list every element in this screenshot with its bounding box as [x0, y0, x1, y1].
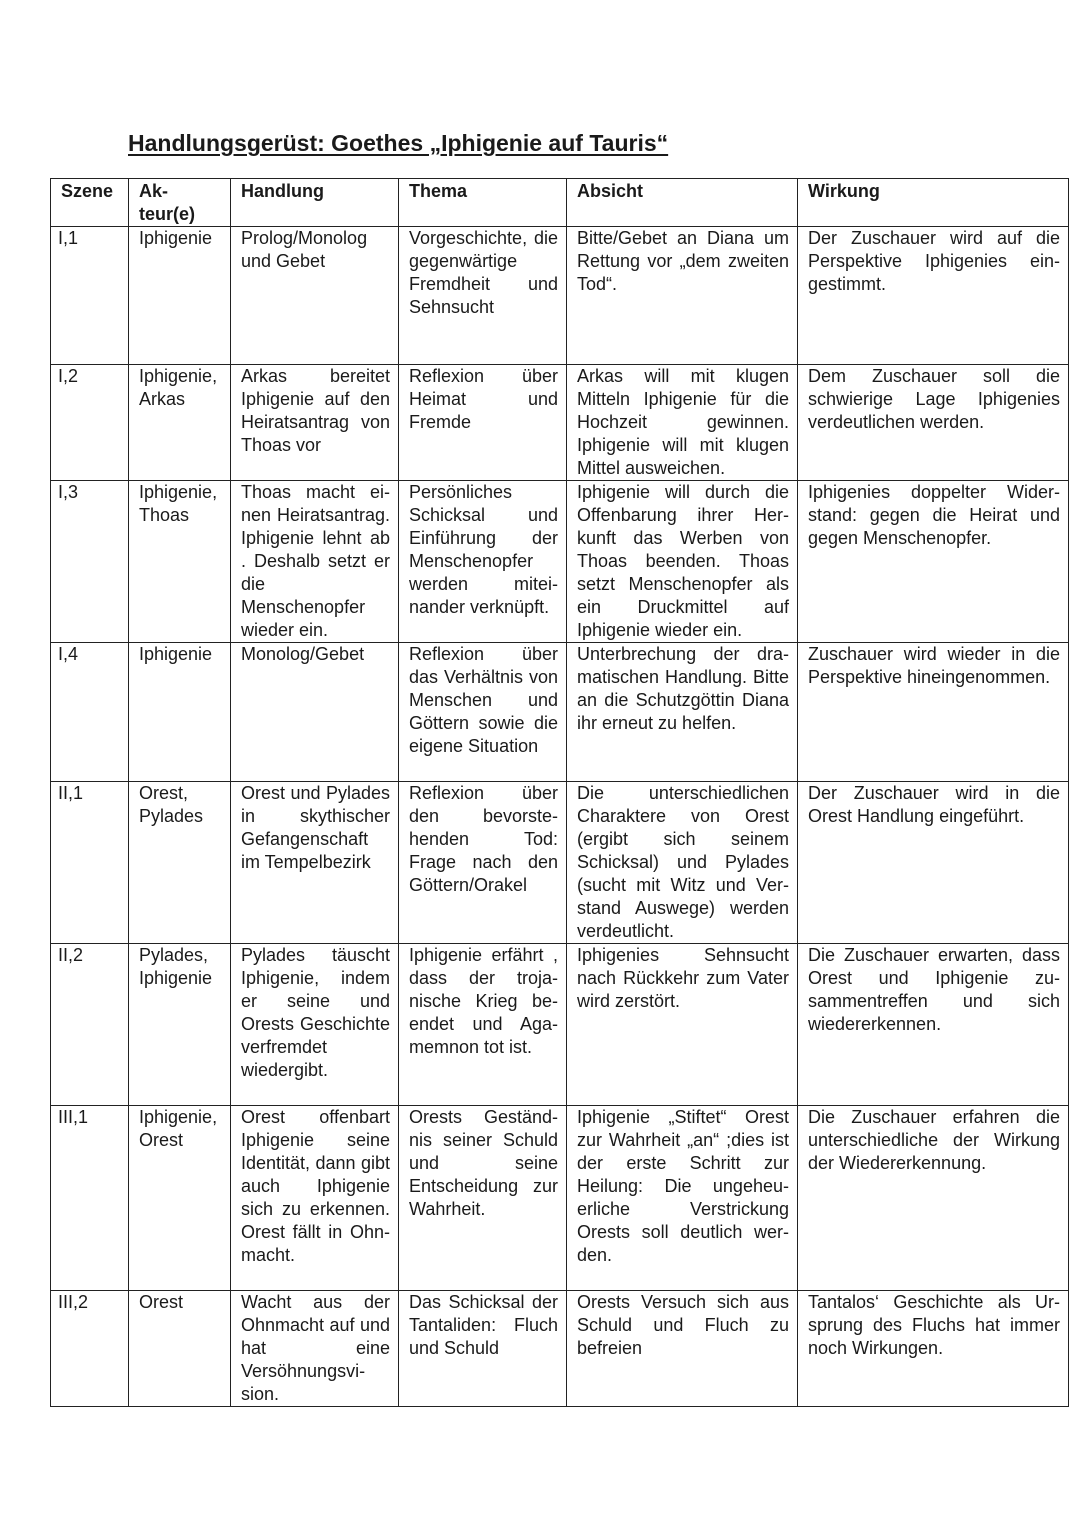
cell-wirkung: Die Zuschauer erwarten, dass Orest und Iphigenie zusammentreffen und sich wiedererkennen. — [798, 944, 1069, 1106]
cell-handlung: Orest und Pylades in skythischer Gefangenschaft im Tempelbezirk — [231, 782, 399, 944]
table-row — [51, 1106, 1069, 1291]
header-szene: Szene — [51, 179, 129, 227]
cell-akteure: Iphigenie — [129, 643, 231, 782]
table-row — [51, 227, 1069, 365]
table-row — [51, 782, 1069, 944]
cell-szene: II,2 — [51, 944, 129, 1106]
cell-absicht: Die unterschiedlichen Charaktere von Orest (ergibt sich seinem Schicksal) und Pylades (sucht mit Witz und Verstand Auswege) werden verdeutlicht. — [567, 782, 798, 944]
cell-akteure: Iphigenie, Thoas — [129, 481, 231, 643]
table-row — [51, 1291, 1069, 1407]
cell-szene: II,1 — [51, 782, 129, 944]
cell-handlung: Monolog/Gebet — [231, 643, 399, 782]
cell-thema: Persönliches Schicksal und Einführung der Menschenopfer werden miteinander verknüpft. — [399, 481, 567, 643]
header-thema: Thema — [399, 179, 567, 227]
table-row — [51, 643, 1069, 782]
cell-absicht: Iphigenies Sehnsucht nach Rückkehr zum Vater wird zerstört. — [567, 944, 798, 1106]
cell-akteure: Orest — [129, 1291, 231, 1407]
cell-absicht: Unterbrechung der dramatischen Handlung. Bitte an die Schutzgöttin Diana ihr erneut zu helfen. — [567, 643, 798, 782]
cell-wirkung: Der Zuschauer wird auf die Perspektive Iphigenies eingestimmt. — [798, 227, 1069, 365]
cell-absicht: Arkas will mit klugen Mitteln Iphigenie für die Hochzeit gewinnen. Iphigenie will mit klugen Mittel ausweichen. — [567, 365, 798, 481]
cell-handlung: Wacht aus der Ohnmacht auf und hat eine Versöhnungsvision. — [231, 1291, 399, 1407]
cell-wirkung: Die Zuschauer erfahren die unterschiedliche der Wirkung der Wiedererkennung. — [798, 1106, 1069, 1291]
cell-thema: Vorgeschichte, die gegenwärtige Fremdheit und Sehnsucht — [399, 227, 567, 365]
cell-szene: III,2 — [51, 1291, 129, 1407]
header-akteure: Ak- teur(e) — [129, 179, 231, 227]
header-handlung: Handlung — [231, 179, 399, 227]
cell-thema: Das Schicksal der Tantaliden: Fluch und Schuld — [399, 1291, 567, 1407]
cell-handlung: Orest offenbart Iphigenie seine Identität, dann gibt auch Iphigenie sich zu erkennen. Orest fällt in Ohnmacht. — [231, 1106, 399, 1291]
cell-szene: III,1 — [51, 1106, 129, 1291]
cell-akteure: Orest, Pylades — [129, 782, 231, 944]
cell-handlung: Thoas macht einen Heiratsantrag. Iphigenie lehnt ab . Deshalb setzt er die Menschenopfer wieder ein. — [231, 481, 399, 643]
header-absicht: Absicht — [567, 179, 798, 227]
table-row — [51, 481, 1069, 643]
cell-szene: I,2 — [51, 365, 129, 481]
cell-absicht: Iphigenie „Stiftet“ Orest zur Wahrheit „an“ ;dies ist der erste Schritt zur Heilung: Die ungeheuerliche Verstrickung Orests soll deutlich werden. — [567, 1106, 798, 1291]
page-title: Handlungsgerüst: Goethes „Iphigenie auf Tauris“ — [128, 130, 669, 156]
header-row — [51, 179, 1069, 227]
cell-akteure: Iphigenie — [129, 227, 231, 365]
cell-thema: Orests Geständnis seiner Schuld und seine Entscheidung zur Wahrheit. — [399, 1106, 567, 1291]
cell-thema: Reflexion über das Verhältnis von Menschen und Göttern sowie die eigene Situation — [399, 643, 567, 782]
cell-handlung: Arkas bereitet Iphigenie auf den Heiratsantrag von Thoas vor — [231, 365, 399, 481]
cell-wirkung: Tantalos‘ Geschichte als Ursprung des Fluchs hat immer noch Wirkungen. — [798, 1291, 1069, 1407]
cell-thema: Reflexion über den bevorstehenden Tod: Frage nach den Göttern/Orakel — [399, 782, 567, 944]
cell-handlung: Prolog/Monolog und Gebet — [231, 227, 399, 365]
cell-akteure: Iphigenie, Orest — [129, 1106, 231, 1291]
cell-wirkung: Der Zuschauer wird in die Orest Handlung eingeführt. — [798, 782, 1069, 944]
table-row — [51, 944, 1069, 1106]
cell-absicht: Orests Versuch sich aus Schuld und Fluch zu befreien — [567, 1291, 798, 1407]
cell-handlung: Pylades täuscht Iphigenie, indem er seine und Orests Geschichte verfremdet wiedergibt. — [231, 944, 399, 1106]
cell-akteure: Iphigenie, Arkas — [129, 365, 231, 481]
cell-thema: Reflexion über Heimat und Fremde — [399, 365, 567, 481]
table-row — [51, 365, 1069, 481]
cell-akteure: Pylades, Iphigenie — [129, 944, 231, 1106]
cell-szene: I,3 — [51, 481, 129, 643]
cell-wirkung: Iphigenies doppelter Widerstand: gegen die Heirat und gegen Menschenopfer. — [798, 481, 1069, 643]
cell-absicht: Bitte/Gebet an Diana um Rettung vor „dem zweiten Tod“. — [567, 227, 798, 365]
plot-structure-table — [50, 178, 1069, 1407]
cell-szene: I,4 — [51, 643, 129, 782]
cell-absicht: Iphigenie will durch die Offenbarung ihrer Herkunft das Werben von Thoas beenden. Thoas setzt Menschenopfer als ein Druckmittel auf Iphigenie wieder ein. — [567, 481, 798, 643]
header-wirkung: Wirkung — [798, 179, 1069, 227]
cell-wirkung: Zuschauer wird wieder in die Perspektive hineingenommen. — [798, 643, 1069, 782]
cell-thema: Iphigenie erfährt , dass der trojanische Krieg beendet und Agamemnon tot ist. — [399, 944, 567, 1106]
cell-szene: I,1 — [51, 227, 129, 365]
cell-wirkung: Dem Zuschauer soll die schwierige Lage Iphigenies verdeutlichen werden. — [798, 365, 1069, 481]
